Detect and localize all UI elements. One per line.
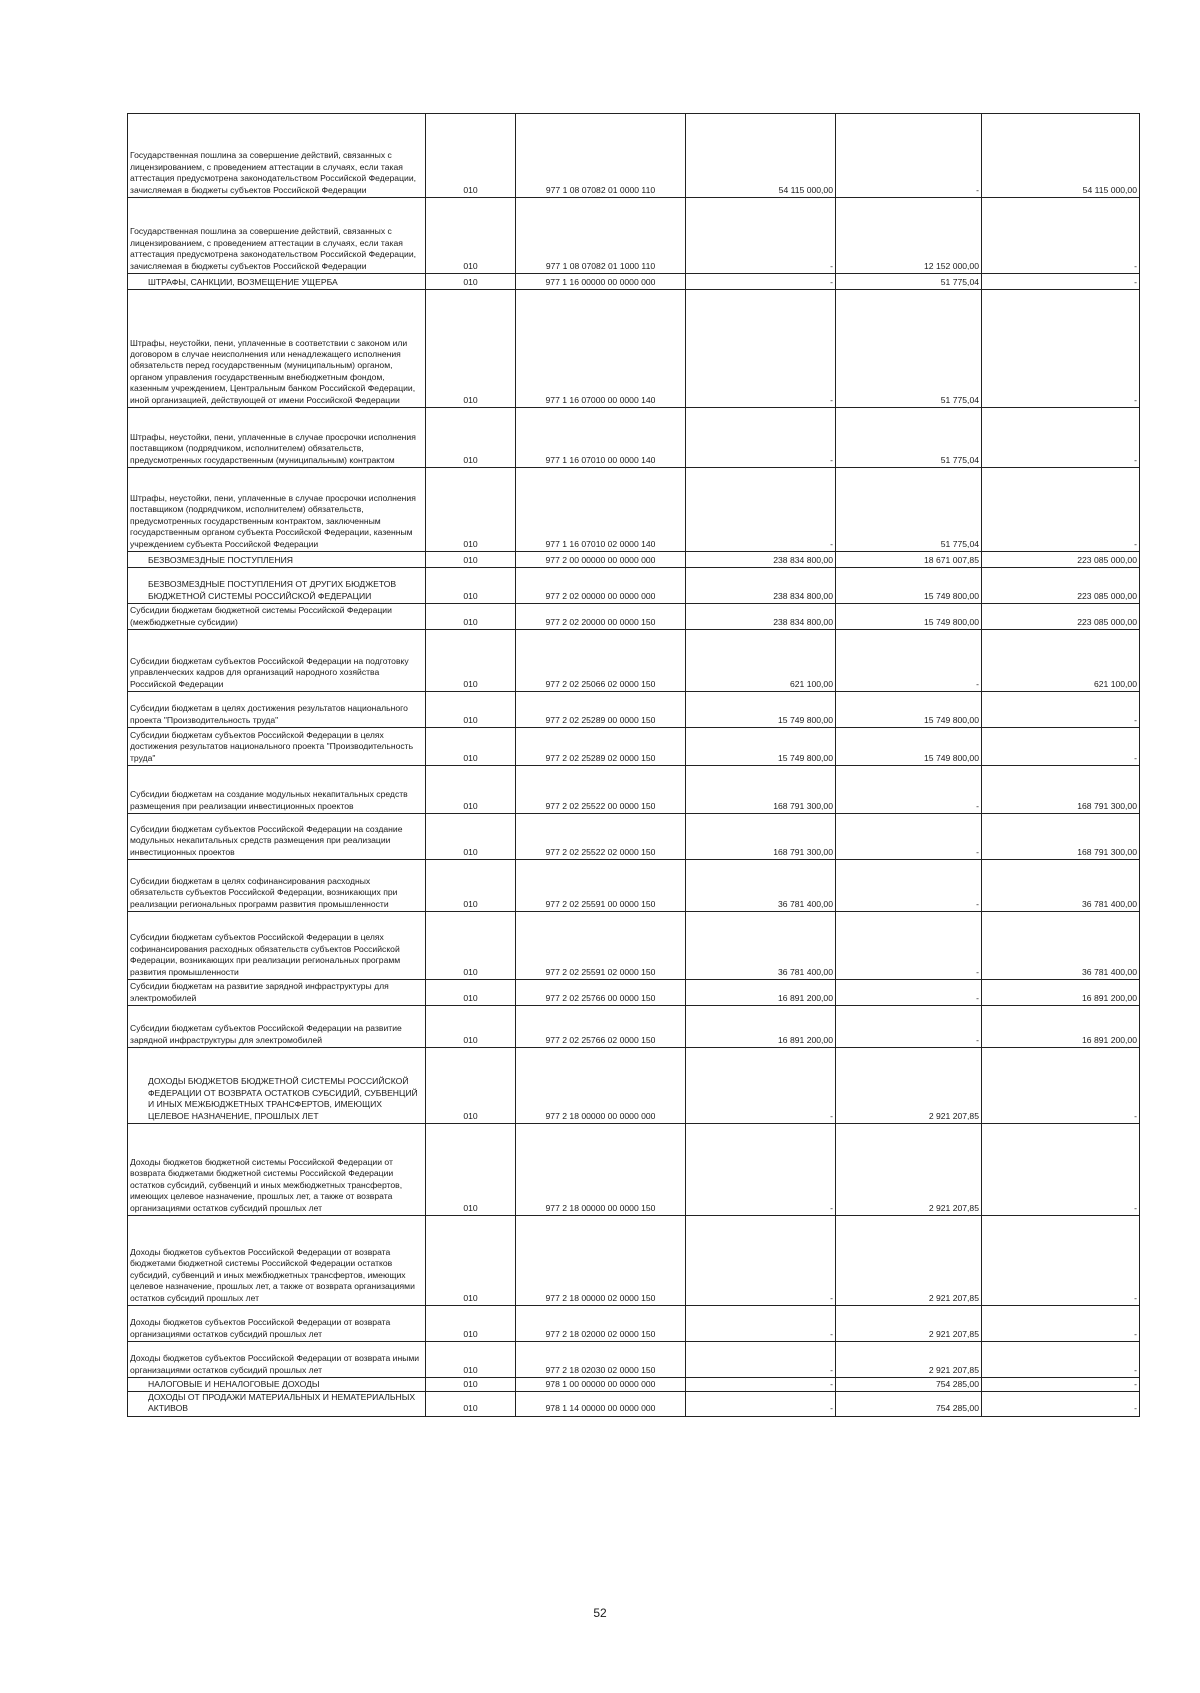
row-line-code-cell: 010 [426, 552, 516, 568]
row-unexecuted-amount-cell: 16 891 200,00 [982, 980, 1140, 1006]
row-name-cell: ДОХОДЫ ОТ ПРОДАЖИ МАТЕРИАЛЬНЫХ И НЕМАТЕРИАЛЬНЫХ АКТИВОВ [128, 1392, 426, 1417]
row-line-code-cell: 010 [426, 1124, 516, 1216]
row-approved-amount-cell: - [686, 1378, 836, 1392]
row-approved-amount-cell: 621 100,00 [686, 630, 836, 692]
row-approved-amount-cell: 16 891 200,00 [686, 1006, 836, 1048]
row-name-cell: Доходы бюджетов субъектов Российской Федерации от возврата организациями остатков субсидий прошлых лет [128, 1306, 426, 1342]
row-approved-amount-cell: 168 791 300,00 [686, 814, 836, 860]
row-name-cell: Доходы бюджетов субъектов Российской Федерации от возврата бюджетами бюджетной системы Российской Федерации остатков субсидий, субвенций и иных межбюджетных трансфертов, имеющих целевое назначение, прошлых лет, а также от возврата организациями остатков субсидий прошлых лет [128, 1216, 426, 1306]
row-name-cell: Субсидии бюджетам в целях достижения результатов национального проекта "Производительность труда" [128, 692, 426, 728]
row-executed-amount-cell: - [836, 912, 982, 980]
row-budget-code-cell: 977 2 02 25066 02 0000 150 [516, 630, 686, 692]
row-approved-amount-cell: 36 781 400,00 [686, 860, 836, 912]
row-approved-amount-cell: - [686, 1392, 836, 1417]
row-executed-amount-cell: - [836, 1006, 982, 1048]
row-unexecuted-amount-cell: - [982, 728, 1140, 766]
row-budget-code-cell: 977 2 18 00000 00 0000 150 [516, 1124, 686, 1216]
row-executed-amount-cell: 754 285,00 [836, 1378, 982, 1392]
table-row [128, 1342, 1140, 1378]
row-unexecuted-amount-cell: - [982, 692, 1140, 728]
row-line-code-cell: 010 [426, 114, 516, 198]
row-name-cell: Государственная пошлина за совершение действий, связанных с лицензированием, с проведением аттестации в случаях, если такая аттестация предусмотрена законодательством Российской Федерации, зачисляемая в бюджеты субъектов Российской Федерации [128, 114, 426, 198]
row-line-code-cell: 010 [426, 692, 516, 728]
row-approved-amount-cell: - [686, 408, 836, 468]
table-row [128, 692, 1140, 728]
row-line-code-cell: 010 [426, 630, 516, 692]
table-row [128, 408, 1140, 468]
row-budget-code-cell: 977 2 02 25766 02 0000 150 [516, 1006, 686, 1048]
row-unexecuted-amount-cell: - [982, 1048, 1140, 1124]
row-line-code-cell: 010 [426, 290, 516, 408]
row-name-cell: Государственная пошлина за совершение действий, связанных с лицензированием, с проведением аттестации в случаях, если такая аттестация предусмотрена законодательством Российской Федерации, зачисляемая в бюджеты субъектов Российской Федерации [128, 198, 426, 274]
row-executed-amount-cell: - [836, 114, 982, 198]
row-approved-amount-cell: - [686, 1342, 836, 1378]
page-number: 52 [593, 1606, 607, 1620]
row-name-cell: Субсидии бюджетам на создание модульных некапитальных средств размещения при реализации инвестиционных проектов [128, 766, 426, 814]
row-unexecuted-amount-cell: 16 891 200,00 [982, 1006, 1140, 1048]
row-line-code-cell: 010 [426, 198, 516, 274]
row-executed-amount-cell: 2 921 207,85 [836, 1216, 982, 1306]
row-name-cell: Штрафы, неустойки, пени, уплаченные в случае просрочки исполнения поставщиком (подрядчиком, исполнителем) обязательств, предусмотренных государственным (муниципальным) контрактом [128, 408, 426, 468]
row-line-code-cell: 010 [426, 1392, 516, 1417]
table-row [128, 766, 1140, 814]
row-budget-code-cell: 977 2 18 02030 02 0000 150 [516, 1342, 686, 1378]
table-row [128, 274, 1140, 290]
row-name-cell: ДОХОДЫ БЮДЖЕТОВ БЮДЖЕТНОЙ СИСТЕМЫ РОССИЙСКОЙ ФЕДЕРАЦИИ ОТ ВОЗВРАТА ОСТАТКОВ СУБСИДИЙ, СУБВЕНЦИЙ И ИНЫХ МЕЖБЮДЖЕТНЫХ ТРАНСФЕРТОВ, ИМЕЮЩИХ ЦЕЛЕВОЕ НАЗНАЧЕНИЕ, ПРОШЛЫХ ЛЕТ [128, 1048, 426, 1124]
row-executed-amount-cell: - [836, 860, 982, 912]
row-name-cell: Доходы бюджетов бюджетной системы Российской Федерации от возврата бюджетами бюджетной системы Российской Федерации остатков субсидий, субвенций и иных межбюджетных трансфертов, имеющих целевое назначение, прошлых лет, а также от возврата организациями остатков субсидий прошлых лет [128, 1124, 426, 1216]
row-budget-code-cell: 977 1 16 00000 00 0000 000 [516, 274, 686, 290]
row-budget-code-cell: 977 2 02 25766 00 0000 150 [516, 980, 686, 1006]
row-approved-amount-cell: - [686, 198, 836, 274]
row-line-code-cell: 010 [426, 274, 516, 290]
row-name-cell: Субсидии бюджетам на развитие зарядной инфраструктуры для электромобилей [128, 980, 426, 1006]
row-budget-code-cell: 977 2 18 00000 02 0000 150 [516, 1216, 686, 1306]
row-name-cell: БЕЗВОЗМЕЗДНЫЕ ПОСТУПЛЕНИЯ ОТ ДРУГИХ БЮДЖЕТОВ БЮДЖЕТНОЙ СИСТЕМЫ РОССИЙСКОЙ ФЕДЕРАЦИИ [128, 568, 426, 604]
row-approved-amount-cell: 16 891 200,00 [686, 980, 836, 1006]
row-unexecuted-amount-cell: - [982, 1306, 1140, 1342]
table-row [128, 552, 1140, 568]
row-name-cell: БЕЗВОЗМЕЗДНЫЕ ПОСТУПЛЕНИЯ [128, 552, 426, 568]
row-name-cell: Субсидии бюджетам субъектов Российской Федерации в целях софинансирования расходных обязательств субъектов Российской Федерации, возникающих при реализации региональных программ развития промышленности [128, 912, 426, 980]
row-budget-code-cell: 977 2 02 25591 02 0000 150 [516, 912, 686, 980]
row-unexecuted-amount-cell: 168 791 300,00 [982, 766, 1140, 814]
row-name-cell: Штрафы, неустойки, пени, уплаченные в случае просрочки исполнения поставщиком (подрядчиком, исполнителем) обязательств, предусмотренных государственным контрактом, заключенным государственным органом субъекта Российской Федерации, казенным учреждением субъекта Российской Федерации [128, 468, 426, 552]
table-row [128, 604, 1140, 630]
table-row [128, 1124, 1140, 1216]
row-unexecuted-amount-cell: - [982, 468, 1140, 552]
row-executed-amount-cell: 2 921 207,85 [836, 1124, 982, 1216]
row-unexecuted-amount-cell: - [982, 1342, 1140, 1378]
table-row [128, 1048, 1140, 1124]
table-row [128, 114, 1140, 198]
row-executed-amount-cell: 15 749 800,00 [836, 568, 982, 604]
row-unexecuted-amount-cell: - [982, 1378, 1140, 1392]
row-line-code-cell: 010 [426, 1006, 516, 1048]
income-table-body [128, 114, 1140, 1417]
row-line-code-cell: 010 [426, 1216, 516, 1306]
row-budget-code-cell: 977 1 16 07000 00 0000 140 [516, 290, 686, 408]
row-unexecuted-amount-cell: 621 100,00 [982, 630, 1140, 692]
row-unexecuted-amount-cell: 36 781 400,00 [982, 912, 1140, 980]
table-row [128, 912, 1140, 980]
row-approved-amount-cell: - [686, 1124, 836, 1216]
row-unexecuted-amount-cell: 54 115 000,00 [982, 114, 1140, 198]
row-unexecuted-amount-cell: - [982, 274, 1140, 290]
row-executed-amount-cell: 15 749 800,00 [836, 692, 982, 728]
row-line-code-cell: 010 [426, 1378, 516, 1392]
row-line-code-cell: 010 [426, 860, 516, 912]
row-name-cell: НАЛОГОВЫЕ И НЕНАЛОГОВЫЕ ДОХОДЫ [128, 1378, 426, 1392]
row-executed-amount-cell: - [836, 980, 982, 1006]
row-budget-code-cell: 977 2 02 25289 02 0000 150 [516, 728, 686, 766]
row-line-code-cell: 010 [426, 408, 516, 468]
row-approved-amount-cell: - [686, 1306, 836, 1342]
table-row [128, 1006, 1140, 1048]
row-executed-amount-cell: 15 749 800,00 [836, 728, 982, 766]
row-line-code-cell: 010 [426, 1048, 516, 1124]
row-budget-code-cell: 977 1 08 07082 01 0000 110 [516, 114, 686, 198]
row-executed-amount-cell: 51 775,04 [836, 468, 982, 552]
row-budget-code-cell: 977 2 02 00000 00 0000 000 [516, 568, 686, 604]
row-line-code-cell: 010 [426, 1306, 516, 1342]
row-name-cell: Субсидии бюджетам бюджетной системы Российской Федерации (межбюджетные субсидии) [128, 604, 426, 630]
row-unexecuted-amount-cell: 223 085 000,00 [982, 552, 1140, 568]
row-approved-amount-cell: 54 115 000,00 [686, 114, 836, 198]
row-name-cell: Субсидии бюджетам субъектов Российской Федерации на развитие зарядной инфраструктуры для электромобилей [128, 1006, 426, 1048]
row-approved-amount-cell: 238 834 800,00 [686, 552, 836, 568]
row-executed-amount-cell: 18 671 007,85 [836, 552, 982, 568]
row-approved-amount-cell: 15 749 800,00 [686, 728, 836, 766]
row-executed-amount-cell: 12 152 000,00 [836, 198, 982, 274]
row-unexecuted-amount-cell: - [982, 1392, 1140, 1417]
row-line-code-cell: 010 [426, 568, 516, 604]
row-unexecuted-amount-cell: 223 085 000,00 [982, 568, 1140, 604]
row-budget-code-cell: 977 1 08 07082 01 1000 110 [516, 198, 686, 274]
row-executed-amount-cell: 51 775,04 [836, 290, 982, 408]
row-name-cell: Субсидии бюджетам субъектов Российской Федерации на подготовку управленческих кадров для организаций народного хозяйства Российской Федерации [128, 630, 426, 692]
row-unexecuted-amount-cell: 223 085 000,00 [982, 604, 1140, 630]
row-unexecuted-amount-cell: - [982, 290, 1140, 408]
row-budget-code-cell: 978 1 14 00000 00 0000 000 [516, 1392, 686, 1417]
row-approved-amount-cell: - [686, 1216, 836, 1306]
row-approved-amount-cell: 238 834 800,00 [686, 568, 836, 604]
row-budget-code-cell: 977 2 18 02000 02 0000 150 [516, 1306, 686, 1342]
row-budget-code-cell: 978 1 00 00000 00 0000 000 [516, 1378, 686, 1392]
row-budget-code-cell: 977 2 00 00000 00 0000 000 [516, 552, 686, 568]
table-row [128, 198, 1140, 274]
row-approved-amount-cell: - [686, 468, 836, 552]
row-unexecuted-amount-cell: - [982, 408, 1140, 468]
row-executed-amount-cell: 15 749 800,00 [836, 604, 982, 630]
row-unexecuted-amount-cell: - [982, 1124, 1140, 1216]
row-budget-code-cell: 977 2 18 00000 00 0000 000 [516, 1048, 686, 1124]
row-unexecuted-amount-cell: 36 781 400,00 [982, 860, 1140, 912]
row-executed-amount-cell: 51 775,04 [836, 408, 982, 468]
row-budget-code-cell: 977 2 02 20000 00 0000 150 [516, 604, 686, 630]
row-executed-amount-cell: - [836, 766, 982, 814]
row-name-cell: Субсидии бюджетам субъектов Российской Федерации в целях достижения результатов национального проекта "Производительность труда" [128, 728, 426, 766]
row-budget-code-cell: 977 2 02 25591 00 0000 150 [516, 860, 686, 912]
row-approved-amount-cell: 15 749 800,00 [686, 692, 836, 728]
table-row [128, 1216, 1140, 1306]
row-unexecuted-amount-cell: - [982, 198, 1140, 274]
row-unexecuted-amount-cell: - [982, 1216, 1140, 1306]
row-executed-amount-cell: 754 285,00 [836, 1392, 982, 1417]
row-executed-amount-cell: 2 921 207,85 [836, 1342, 982, 1378]
row-executed-amount-cell: 2 921 207,85 [836, 1306, 982, 1342]
row-line-code-cell: 010 [426, 766, 516, 814]
table-row [128, 1392, 1140, 1417]
row-name-cell: Субсидии бюджетам в целях софинансирования расходных обязательств субъектов Российской Федерации, возникающих при реализации региональных программ развития промышленности [128, 860, 426, 912]
table-row [128, 980, 1140, 1006]
row-line-code-cell: 010 [426, 468, 516, 552]
row-name-cell: Штрафы, неустойки, пени, уплаченные в соответствии с законом или договором в случае неисполнения или ненадлежащего исполнения обязательств перед государственным (муниципальным) органом, органом управления государственным внебюджетным фондом, казенным учреждением, Центральным банком Российской Федерации, иной организацией, действующей от имени Российской Федерации [128, 290, 426, 408]
row-approved-amount-cell: - [686, 1048, 836, 1124]
row-name-cell: Доходы бюджетов субъектов Российской Федерации от возврата иными организациями остатков субсидий прошлых лет [128, 1342, 426, 1378]
row-budget-code-cell: 977 2 02 25289 00 0000 150 [516, 692, 686, 728]
row-line-code-cell: 010 [426, 980, 516, 1006]
row-executed-amount-cell: 2 921 207,85 [836, 1048, 982, 1124]
table-row [128, 630, 1140, 692]
row-approved-amount-cell: 238 834 800,00 [686, 604, 836, 630]
row-approved-amount-cell: - [686, 290, 836, 408]
row-budget-code-cell: 977 2 02 25522 02 0000 150 [516, 814, 686, 860]
table-row [128, 468, 1140, 552]
row-approved-amount-cell: 36 781 400,00 [686, 912, 836, 980]
row-executed-amount-cell: 51 775,04 [836, 274, 982, 290]
table-row [128, 728, 1140, 766]
row-approved-amount-cell: - [686, 274, 836, 290]
table-row [128, 860, 1140, 912]
row-executed-amount-cell: - [836, 814, 982, 860]
row-budget-code-cell: 977 2 02 25522 00 0000 150 [516, 766, 686, 814]
row-line-code-cell: 010 [426, 912, 516, 980]
row-unexecuted-amount-cell: 168 791 300,00 [982, 814, 1140, 860]
table-row [128, 290, 1140, 408]
row-line-code-cell: 010 [426, 728, 516, 766]
row-line-code-cell: 010 [426, 604, 516, 630]
table-row [128, 1306, 1140, 1342]
row-budget-code-cell: 977 1 16 07010 02 0000 140 [516, 468, 686, 552]
table-row [128, 1378, 1140, 1392]
row-name-cell: ШТРАФЫ, САНКЦИИ, ВОЗМЕЩЕНИЕ УЩЕРБА [128, 274, 426, 290]
table-row [128, 568, 1140, 604]
row-line-code-cell: 010 [426, 1342, 516, 1378]
income-table [127, 113, 1140, 1417]
table-row [128, 814, 1140, 860]
row-budget-code-cell: 977 1 16 07010 00 0000 140 [516, 408, 686, 468]
row-approved-amount-cell: 168 791 300,00 [686, 766, 836, 814]
row-name-cell: Субсидии бюджетам субъектов Российской Федерации на создание модульных некапитальных средств размещения при реализации инвестиционных проектов [128, 814, 426, 860]
row-line-code-cell: 010 [426, 814, 516, 860]
row-executed-amount-cell: - [836, 630, 982, 692]
